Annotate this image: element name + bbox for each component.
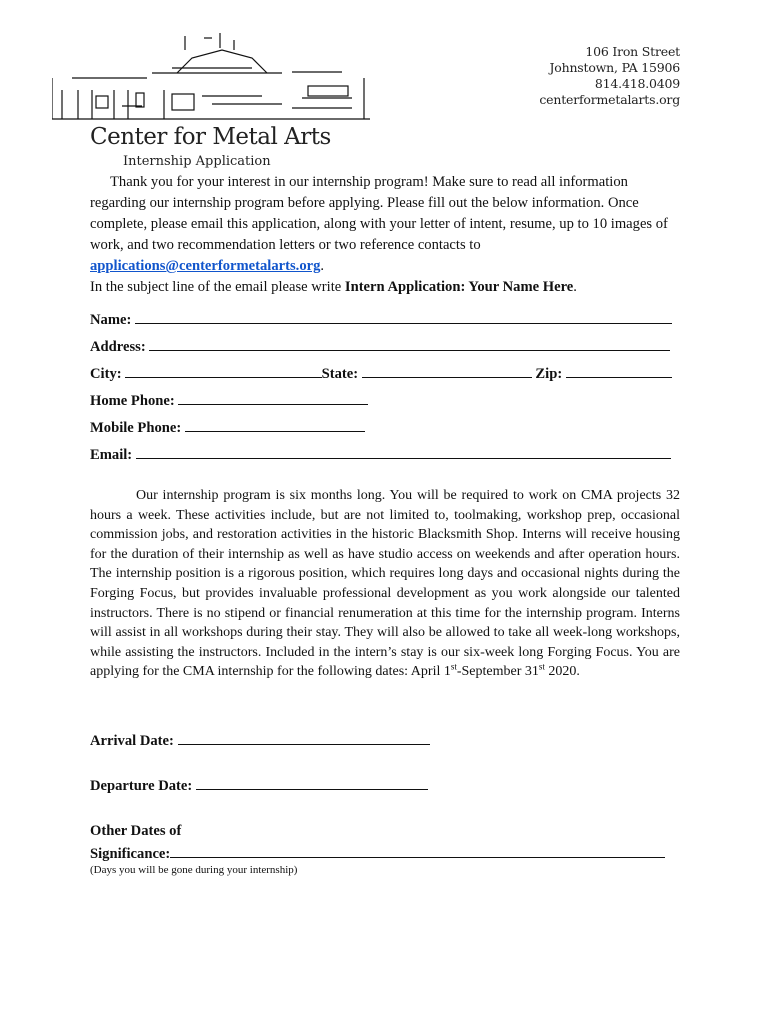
date-sup-2: st (538, 661, 545, 672)
form-subtitle: Internship Application (123, 154, 271, 169)
significance-label: Significance: (90, 846, 171, 862)
home-phone-field (90, 391, 368, 410)
departure-input-line[interactable] (196, 776, 428, 790)
phone-number: 814.418.0409 (594, 76, 680, 91)
departure-label: Departure Date: (90, 778, 193, 794)
org-name: Center for Metal Arts (90, 124, 331, 150)
zip-input-line[interactable] (566, 364, 672, 378)
state-label: State: (321, 366, 359, 382)
name-input-line[interactable] (135, 310, 672, 324)
significance-field (90, 844, 665, 863)
address-label: Address: (90, 339, 146, 355)
dates-note: (Days you will be gone during your internship) (90, 864, 298, 876)
home-phone-label: Home Phone: (90, 393, 175, 409)
subject-suffix: . (573, 279, 577, 295)
mobile-phone-label: Mobile Phone: (90, 420, 182, 436)
subject-bold: Intern Application: Your Name Here (344, 279, 574, 295)
city-state-zip-field (90, 364, 672, 383)
city-label: City: (90, 366, 122, 382)
arrival-date-field (90, 731, 430, 750)
zip-label: Zip: (535, 366, 563, 382)
name-label: Name: (90, 312, 132, 328)
subject-prefix: In the subject line of the email please write (90, 279, 345, 295)
email-link[interactable]: applications@centerformetalarts.org (90, 258, 321, 274)
arrival-input-line[interactable] (178, 731, 430, 745)
email-field (90, 445, 671, 464)
address-input-line[interactable] (149, 337, 670, 351)
address-field (90, 337, 670, 356)
mobile-phone-input-line[interactable] (185, 418, 365, 432)
state-input-line[interactable] (362, 364, 532, 378)
intro-text: Thank you for your interest in our internship program! Make sure to read all information regarding our internship program before applying. Please fill out the below information. Once complete, please email this application, along with your letter of intent, resume, up to 10 images of work, and two recommendation letters or two reference contacts to (90, 174, 668, 253)
significance-input-line[interactable] (170, 844, 665, 858)
mobile-phone-field (90, 418, 365, 437)
other-dates-label: Other Dates of (90, 823, 182, 839)
building-logo-icon (52, 28, 372, 123)
home-phone-input-line[interactable] (178, 391, 368, 405)
program-description (90, 486, 680, 682)
street-address: 106 Iron Street (585, 44, 680, 59)
departure-date-field (90, 776, 428, 795)
city-input-line[interactable] (125, 364, 322, 378)
program-text: Our internship program is six months long. You will be required to work on CMA projects 32 hours a week. These activities include, but are not limited to, toolmaking, workshop prep, occasional commission jobs, and restoration activities in the historic Blacksmith Shop. Interns will receive housing for the duration of their internship as well as have studio access on weekends and after operation hours. The internship position is a rigorous position, which requires long days and occasional nights during the Forging Focus, but provides invaluable professional development as you work alongside our talented instructors. There is no stipend or financial renumeration at this time for the internship program. Interns will assist in all workshops during their stay. They will also be allowed to take all week-long workshops, while assisting the instructors. Included in the intern’s stay is our six-week long Forging Focus. You are applying for the CMA internship for the following dates: April 1 (90, 488, 680, 680)
program-mid: -September 31 (456, 664, 539, 680)
city-state-zip: Johnstown, PA 15906 (549, 60, 680, 75)
org-address (539, 44, 680, 108)
program-end: 2020. (544, 664, 580, 680)
website: centerformetalarts.org (539, 92, 680, 107)
intro-paragraph (90, 172, 680, 277)
subject-instruction (90, 277, 680, 298)
email-label: Email: (90, 447, 133, 463)
email-input-line[interactable] (136, 445, 671, 459)
program-paragraph (90, 486, 680, 682)
intro-period: . (320, 258, 325, 274)
date-sup-1: st (450, 661, 457, 672)
name-field (90, 310, 672, 329)
arrival-label: Arrival Date: (90, 733, 174, 749)
intro-section (90, 172, 680, 298)
